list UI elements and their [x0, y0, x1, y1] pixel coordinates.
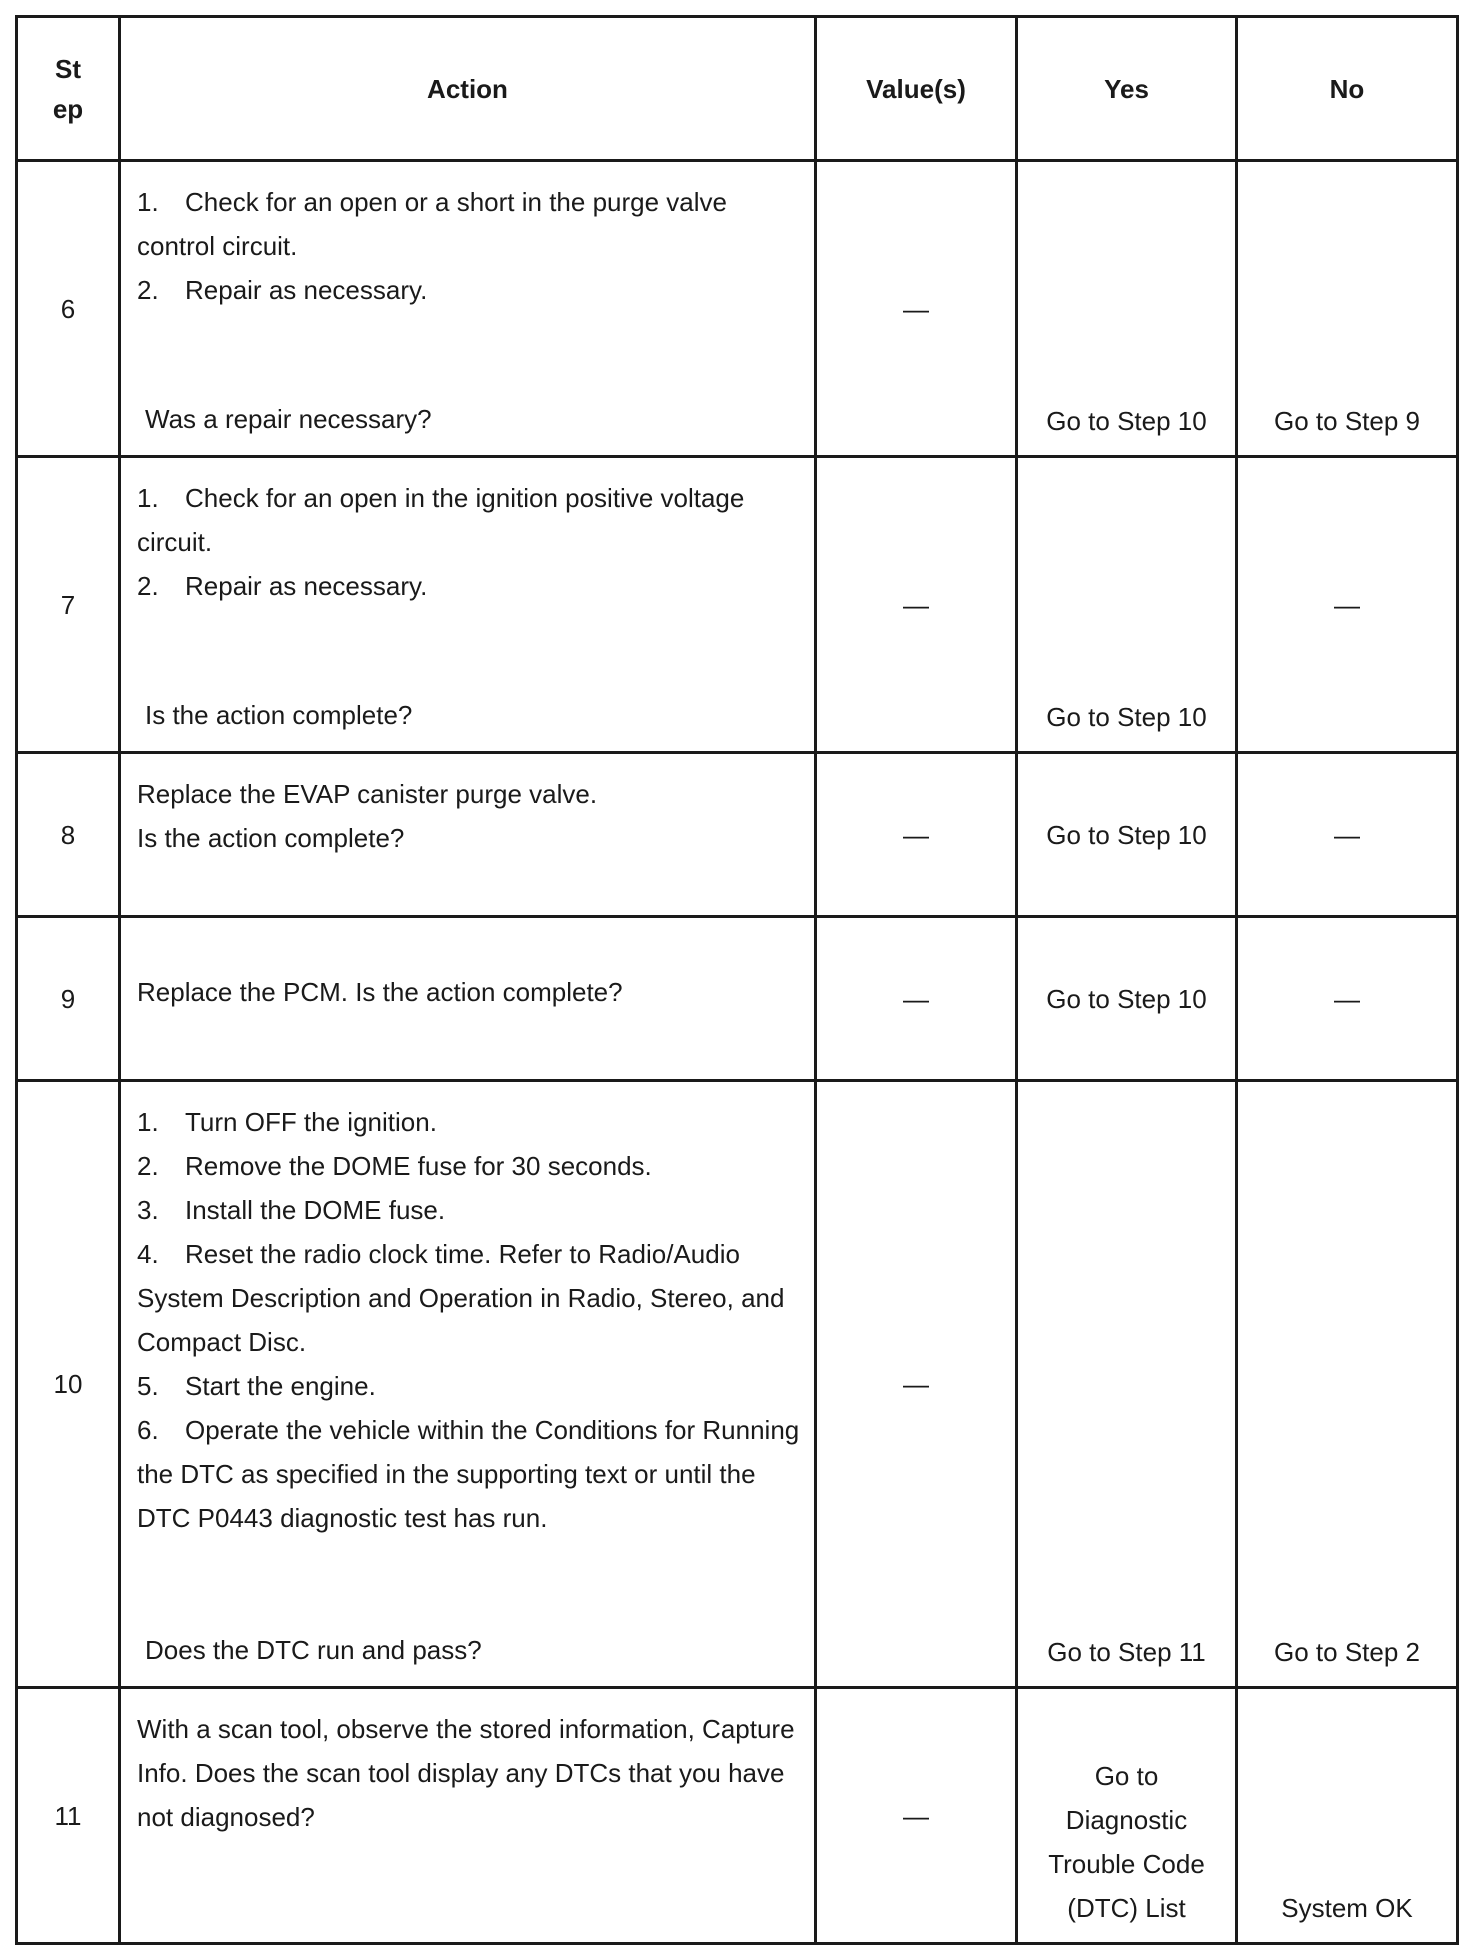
step-number: 10	[17, 1081, 120, 1688]
no-cell: —	[1237, 457, 1458, 753]
no-cell: —	[1237, 917, 1458, 1081]
action-cell	[120, 161, 816, 457]
action-text: With a scan tool, observe the stored information, Capture Info. Does the scan tool display any DTCs that you have not diagnosed?	[137, 1714, 795, 1832]
table-row	[17, 1688, 1458, 1944]
action-question: Is the action complete?	[145, 700, 413, 730]
step-number: 6	[17, 161, 120, 457]
list-item: 5. Start the engine.	[137, 1371, 376, 1401]
value-cell: —	[816, 753, 1017, 917]
table-row	[17, 161, 1458, 457]
list-item: 2. Repair as necessary.	[137, 571, 428, 601]
action-cell	[120, 1081, 816, 1688]
yes-cell: Go to Diagnostic Trouble Code (DTC) List	[1017, 1688, 1237, 1944]
list-item: 1. Check for an open or a short in the purge valve control circuit.	[137, 187, 727, 261]
value-cell: —	[816, 917, 1017, 1081]
list-item: 1. Turn OFF the ignition.	[137, 1107, 437, 1137]
action-cell	[120, 1688, 816, 1944]
table-row	[17, 753, 1458, 917]
yes-cell: Go to Step 11	[1017, 1081, 1237, 1688]
action-cell	[120, 753, 816, 917]
step-number: 9	[17, 917, 120, 1081]
value-cell: —	[816, 457, 1017, 753]
value-cell: —	[816, 1688, 1017, 1944]
no-cell: —	[1237, 753, 1458, 917]
yes-cell: Go to Step 10	[1017, 917, 1237, 1081]
action-cell	[120, 917, 816, 1081]
no-cell: System OK	[1237, 1688, 1458, 1944]
list-item: 3. Install the DOME fuse.	[137, 1195, 446, 1225]
yes-cell: Go to Step 10	[1017, 753, 1237, 917]
header-action: Action	[120, 17, 816, 161]
action-steps	[137, 1100, 802, 1540]
value-cell: —	[816, 161, 1017, 457]
action-steps	[137, 180, 802, 312]
header-row	[17, 17, 1458, 161]
action-question: Is the action complete?	[137, 823, 405, 853]
header-values: Value(s)	[816, 17, 1017, 161]
value-cell: —	[816, 1081, 1017, 1688]
header-yes: Yes	[1017, 17, 1237, 161]
table-row	[17, 457, 1458, 753]
action-steps	[137, 476, 802, 608]
action-cell	[120, 457, 816, 753]
header-step: St ep	[17, 17, 120, 161]
no-cell: Go to Step 9	[1237, 161, 1458, 457]
no-cell: Go to Step 2	[1237, 1081, 1458, 1688]
list-item: 4. Reset the radio clock time. Refer to Radio/Audio System Description and Operation in Radio, Stereo, and Compact Disc.	[137, 1239, 785, 1357]
action-question: Was a repair necessary?	[145, 404, 432, 434]
yes-cell: Go to Step 10	[1017, 161, 1237, 457]
list-item: 1. Check for an open in the ignition positive voltage circuit.	[137, 483, 745, 557]
step-number: 11	[17, 1688, 120, 1944]
diagnostic-table	[15, 15, 1459, 1945]
list-item: 2. Repair as necessary.	[137, 275, 428, 305]
table-row	[17, 1081, 1458, 1688]
step-number: 7	[17, 457, 120, 753]
action-text: Replace the PCM. Is the action complete?	[137, 976, 623, 1007]
list-item: 6. Operate the vehicle within the Conditions for Running the DTC as specified in the supporting text or until the DTC P0443 diagnostic test has run.	[137, 1415, 800, 1533]
table-row	[17, 917, 1458, 1081]
list-item: 2. Remove the DOME fuse for 30 seconds.	[137, 1151, 652, 1181]
yes-cell: Go to Step 10	[1017, 457, 1237, 753]
step-number: 8	[17, 753, 120, 917]
header-no: No	[1237, 17, 1458, 161]
action-question: Does the DTC run and pass?	[145, 1635, 482, 1665]
action-text: Replace the EVAP canister purge valve.	[137, 779, 598, 809]
